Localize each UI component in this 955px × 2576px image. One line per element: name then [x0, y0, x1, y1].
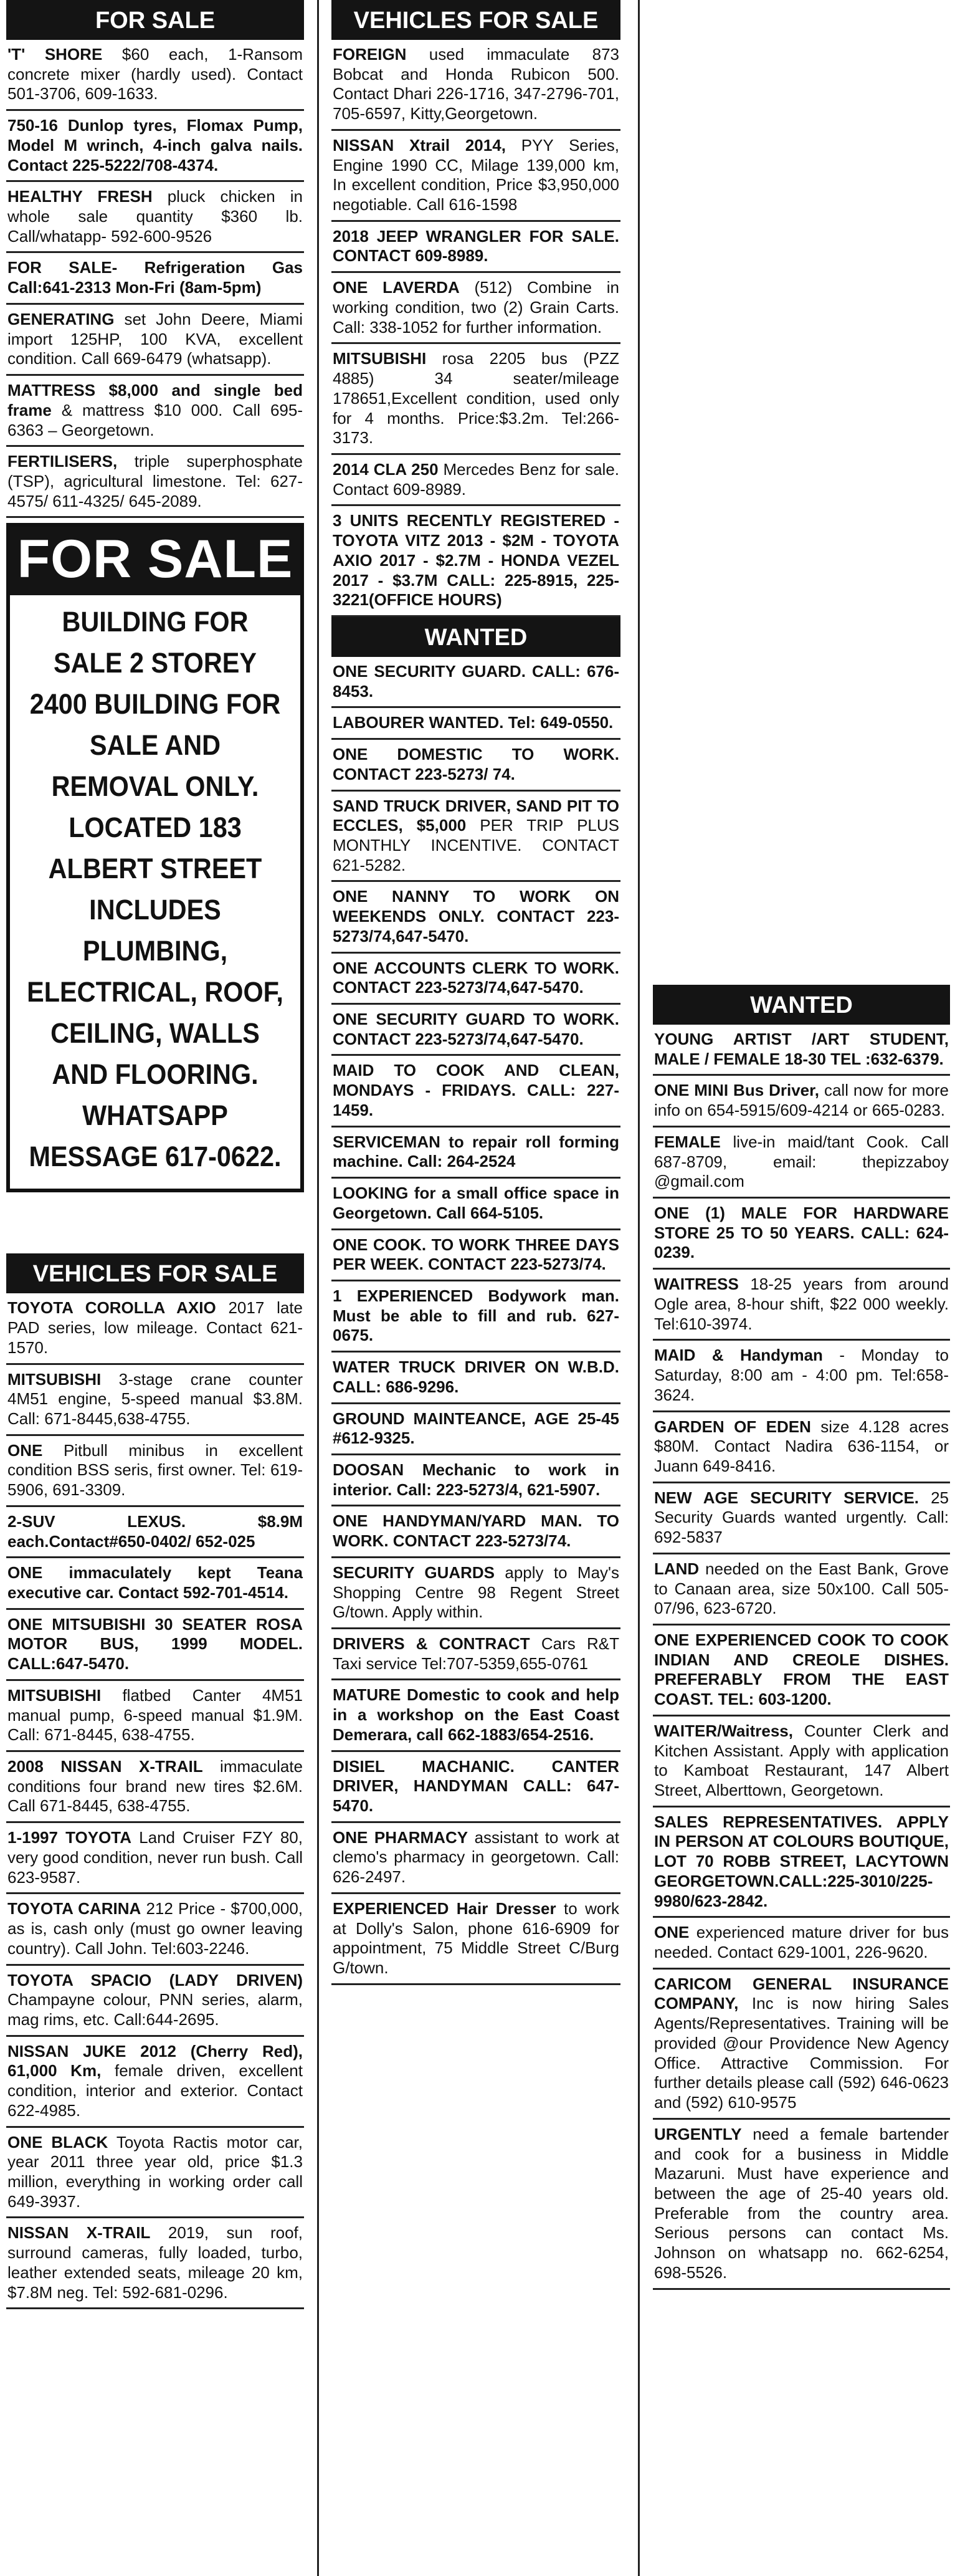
classified-ad [331, 954, 620, 1005]
ad-lead: ONE [654, 1923, 690, 1942]
classified-ad [6, 1365, 304, 1436]
ad-lead: ONE (1) MALE FOR HARDWARE STORE 25 TO 50 YEARS. CALL: 624-0239. [654, 1204, 949, 1262]
ad-lead: LABOURER WANTED. Tel: 649-0550. [333, 713, 614, 732]
ad-lead: 1-1997 TOYOTA [7, 1828, 132, 1847]
ad-lead: NEW AGE SECURITY SERVICE. [654, 1488, 919, 1507]
ad-lead: 'T' SHORE [7, 45, 103, 64]
classified-ad [331, 344, 620, 455]
ad-lead: SAND TRUCK DRIVER, SAND PIT TO ECCLES, $5,000 [333, 796, 619, 835]
ad-text: Pitbull minibus in excellent condition BSS seris, first owner. Tel: 619-5906, 691-3309. [7, 1440, 303, 1500]
classified-ad [6, 1894, 304, 1965]
classified-ad [653, 1128, 950, 1199]
ad-lead: DISIEL MACHANIC. CANTER DRIVER, HANDYMAN CALL: 647-5470. [333, 1756, 619, 1816]
classified-ad [6, 1610, 304, 1681]
ad-text: needed on the East Bank, Grove to Canaan area, size 50x100. Call 505-07/96, 623-6720. [654, 1559, 949, 1618]
ad-lead: ONE NANNY TO WORK ON WEEKENDS ONLY. CONTACT 223-5273/74,647-5470. [333, 887, 619, 946]
ad-text: 25 Security Guards wanted urgently. Call: 692-5837 [654, 1488, 949, 1547]
classified-ad [653, 1918, 950, 1969]
classified-ad [331, 1894, 620, 1985]
ad-text: - Monday to Saturday, 8:00 am - 4:00 pm. Tel:658-3624. [654, 1346, 949, 1404]
classified-ad [331, 1056, 620, 1127]
ad-lead: 2008 NISSAN X-TRAIL [7, 1757, 203, 1776]
ad-text: used immaculate 873 Bobcat and Honda Rubicon 500. Contact Dhari 226-1716, 347-2796-701, 705-6597, Kitty,Georgetown. [333, 45, 619, 123]
classified-ad [331, 1629, 620, 1680]
ad-lead: ONE SECURITY GUARD. CALL: 676-8453. [333, 661, 619, 701]
ad-lead: FEMALE [654, 1132, 721, 1151]
classified-ad [331, 222, 620, 273]
ad-text: size 4.128 acres $80M. Contact Nadira 636-1154, or Juann 649-8416. [654, 1417, 949, 1475]
section-header: VEHICLES FOR SALE [331, 0, 620, 40]
ad-lead: URGENTLY [654, 2124, 742, 2143]
classified-ad [6, 1823, 304, 1894]
ad-text: Champayne colour, PNN series, alarm, mag rims, etc. Call:644-2695. [7, 1990, 303, 2029]
ad-lead: SERVICEMAN to repair roll forming machine. Call: 264-2524 [333, 1132, 619, 1171]
ad-lead: MAID & Handyman [654, 1346, 823, 1365]
ad-text: live-in maid/tant Cook. Call 687-8709, email: thepizzaboy @gmail.com [654, 1132, 949, 1191]
boxed-ad [6, 523, 304, 1192]
section-header: FOR SALE [6, 0, 304, 40]
ad-text: $60 each, 1-Ransom concrete mixer (hardly used). Contact 501-3706, 609-1633. [7, 45, 303, 103]
ad-lead: NISSAN Xtrail 2014, [333, 135, 506, 155]
ad-lead: 750-16 Dunlop tyres, Flomax Pump, Model M wrinch, 4-inch galva nails. Contact 225-5222/708-4374. [7, 116, 303, 175]
column-divider [638, 0, 640, 2576]
ad-lead: DRIVERS & CONTRACT [333, 1634, 530, 1653]
classified-ad [653, 1025, 950, 1076]
ad-text: PER TRIP PLUS MONTHLY INCENTIVE. CONTACT 621-5282. [333, 816, 619, 874]
classified-ad [6, 1293, 304, 1364]
ad-lead: DOOSAN Mechanic to work in interior. Call: 223-5273/4, 621-5907. [333, 1460, 619, 1499]
ad-text: 212 Price - $700,000, as is, cash only (must go owner leaving country). Call John. Tel:603-2246. [7, 1899, 303, 1958]
ad-lead: WAITER/Waitress, [654, 1721, 793, 1740]
classified-ad [6, 2128, 304, 2219]
classified-ad [6, 1436, 304, 1507]
classified-ad [6, 376, 304, 447]
ad-lead: SALES REPRESENTATIVES. APPLY IN PERSON AT COLOURS BOUTIQUE, LOT 70 ROBB STREET, LACYTOWN GEORGETOWN.CALL:225-3010/225-9980/623-2842. [654, 1812, 949, 1910]
ad-text: call now for more info on 654-5915/609-4214 or 665-0283. [654, 1081, 949, 1120]
ad-lead: CARICOM GENERAL INSURANCE COMPANY, [654, 1974, 949, 2013]
ad-lead: 1 EXPERIENCED Bodywork man. Must be able to fill and rub. 627-0675. [333, 1286, 619, 1345]
ad-text: 2017 late PAD series, low mileage. Contact 621-1570. [7, 1298, 303, 1357]
ad-lead: TOYOTA CARINA [7, 1899, 141, 1918]
classified-ad [331, 1823, 620, 1894]
classified-ad [6, 40, 304, 111]
ad-lead: TOYOTA COROLLA AXIO [7, 1298, 216, 1318]
section-header: WANTED [653, 985, 950, 1025]
ad-lead: ONE COOK. TO WORK THREE DAYS PER WEEK. CONTACT 223-5273/74. [333, 1235, 619, 1274]
ad-text: Counter Clerk and Kitchen Assistant. Apply with application to Kamboat Restaurant, 147 Albert Street, Alberttown, Georgetown. [654, 1721, 949, 1799]
ad-lead: 2014 CLA 250 [333, 459, 439, 479]
column-3 [653, 0, 950, 2576]
ad-lead: ONE [7, 1440, 43, 1460]
classified-ad [6, 305, 304, 376]
ad-lead: TOYOTA SPACIO (LADY DRIVEN) [7, 1970, 303, 1989]
ad-lead: FOR SALE- Refrigeration Gas Call:641-2313 Mon-Fri (8am-5pm) [7, 258, 303, 297]
classified-ad [6, 1681, 304, 1752]
ad-text: 18-25 years from around Ogle area, 8-hour shift, $22 000 weekly. Tel:610-3974. [654, 1275, 949, 1333]
classified-ad [6, 182, 304, 253]
ad-lead: ONE SECURITY GUARD TO WORK. CONTACT 223-5273/74,647-5470. [333, 1010, 619, 1048]
classified-ad [653, 1199, 950, 1270]
ad-text: & mattress $10 000. Call 695-6363 – Georgetown. [7, 400, 303, 439]
classified-ad [653, 1554, 950, 1626]
classified-ad [653, 2120, 950, 2290]
spacer [6, 1197, 304, 1253]
ad-text: assistant to work at clemo's pharmacy in georgetown. Call: 626-2497. [333, 1827, 619, 1887]
classified-ad [331, 792, 620, 883]
classified-ad [6, 2037, 304, 2128]
ad-lead: ONE DOMESTIC TO WORK. CONTACT 223-5273/ 74. [333, 745, 619, 783]
classified-ad [331, 657, 620, 708]
classified-ad [331, 708, 620, 740]
classified-ad [331, 506, 620, 617]
ad-lead: 3 UNITS RECENTLY REGISTERED - TOYOTA VITZ 2013 - $2M - TOYOTA AXIO 2017 - $2.7M - HONDA VEZEL 2017 - $3.7M CALL: 225-8915, 225-3221(OFFICE HOURS) [333, 511, 619, 610]
classified-ad [6, 1966, 304, 2037]
ad-lead: ONE ACCOUNTS CLERK TO WORK. CONTACT 223-5273/74,647-5470. [333, 958, 619, 997]
ad-lead: LAND [654, 1559, 700, 1578]
classified-ad [331, 740, 620, 791]
ad-lead: GARDEN OF EDEN [654, 1417, 811, 1436]
ad-text: Land Cruiser FZY 80, very good condition, never run bush. Call 623-9587. [7, 1828, 303, 1887]
boxed-ad-body: BUILDING FOR SALE 2 STOREY 2400 BUILDING FOR SALE AND REMOVAL ONLY. LOCATED 183 ALBERT STREET INCLUDES PLUMBING, ELECTRICAL, ROOF, CEILING, WALLS AND FLOORING. WHATSAPP MESSAGE 617-0622. [27, 606, 283, 1173]
ad-lead: SECURITY GUARDS [333, 1563, 495, 1582]
classified-ad [653, 1076, 950, 1127]
ad-text: 3-stage crane counter 4M51 engine, 5-speed manual $3.8M. Call: 671-8445,638-4755. [7, 1369, 303, 1428]
ad-lead: ONE MITSUBISHI 30 SEATER ROSA MOTOR BUS, 1999 MODEL. CALL:647-5470. [7, 1614, 303, 1673]
ad-text: need a female bartender and cook for a business in Middle Mazaruni. Must have experience and between the age of 25-40 years old. Preferable from the country area. Serious persons can contact Ms. Johnson on whatsapp no. 662-6254, 698-5526. [654, 2124, 949, 2282]
ad-lead: LOOKING for a small office space in Georgetown. Call 664-5105. [333, 1184, 619, 1222]
ad-text: Inc is now hiring Sales Agents/Representatives. Training will be provided @our Providence New Agency Office. Attractive Commission. For further details please call (592) 646-0623 and (592) 610-9575 [654, 1994, 949, 2112]
classified-ad [6, 1752, 304, 1823]
classified-ad [331, 882, 620, 953]
classified-ad [331, 1506, 620, 1558]
ad-lead: MITSUBISHI [7, 1685, 102, 1705]
classified-ad [331, 1404, 620, 1455]
classified-ad [331, 1005, 620, 1056]
classified-ad [331, 1752, 620, 1823]
ad-lead: ONE immaculately kept Teana executive car. Contact 592-701-4514. [7, 1563, 303, 1602]
section-header: WANTED [331, 617, 620, 657]
ad-lead: ONE PHARMACY [333, 1827, 468, 1847]
ad-lead: MITSUBISHI [7, 1369, 102, 1389]
ad-lead: 2018 JEEP WRANGLER FOR SALE. CONTACT 609-8989. [333, 226, 619, 266]
classified-ad [653, 1270, 950, 1341]
ad-text: female driven, excellent condition, interior and exterior. Contact 622-4985. [7, 2061, 303, 2120]
classified-ad [6, 447, 304, 518]
ad-text: rosa 2205 bus (PZZ 4885) 34 seater/mileage 178651,Excellent condition, used only for 4 months. Price:$3.2m. Tel:266-3173. [333, 349, 619, 448]
classified-ad [331, 1128, 620, 1179]
ad-lead: NISSAN JUKE 2012 (Cherry Red), 61,000 Km, [7, 2041, 303, 2080]
classified-ad [331, 1558, 620, 1629]
classified-ad [6, 1507, 304, 1558]
classified-ad [331, 455, 620, 506]
ad-text: 2019, sun roof, surround cameras, fully loaded, turbo, leather extended seats, mileage 20 km, $7.8M neg. Tel: 592-681-0296. [7, 2223, 303, 2302]
classified-ad [653, 1970, 950, 2120]
ad-lead: MITSUBISHI [333, 349, 427, 368]
ad-text: experienced mature driver for bus needed. Contact 629-1001, 226-9620. [654, 1923, 949, 1962]
classified-ad [6, 1558, 304, 1609]
classified-ad [331, 1455, 620, 1506]
spacer [653, 0, 950, 985]
ad-text: to work at Dolly's Salon, phone 616-6909 for appointment, 75 Middle Street C/Burg G/town. [333, 1898, 619, 1978]
column-1 [6, 0, 304, 2576]
classified-ad [331, 1680, 620, 1751]
ad-text: Toyota Ractis motor car, year 2011 three year old, price $1.3 million, everything in working order call 649-3937. [7, 2132, 303, 2211]
ad-lead: FOREIGN [333, 45, 407, 64]
ad-lead: NISSAN X-TRAIL [7, 2223, 151, 2243]
classified-ad [331, 1281, 620, 1353]
ad-lead: GROUND MAINTEANCE, AGE 25-45 #612-9325. [333, 1409, 619, 1448]
ad-lead: MAID TO COOK AND CLEAN, MONDAYS - FRIDAYS. CALL: 227-1459. [333, 1061, 619, 1119]
ad-text: (512) Combine in working condition, two (2) Grain Carts. Call: 338-1052 for further information. [333, 278, 620, 337]
ad-lead: MATURE Domestic to cook and help in a workshop on the East Coast Demerara, call 662-1883/654-2516. [333, 1685, 619, 1744]
classified-ad [6, 111, 304, 182]
classified-ad [331, 1230, 620, 1281]
ad-lead: ONE BLACK [7, 2132, 108, 2152]
classified-ad [6, 2218, 304, 2309]
ad-lead: ONE HANDYMAN/YARD MAN. TO WORK. CONTACT 223-5273/74. [333, 1511, 619, 1551]
section-header: VEHICLES FOR SALE [6, 1253, 304, 1293]
ad-text: pluck chicken in whole sale quantity $360 lb. Call/whatapp- 592-600-9526 [7, 187, 303, 246]
classified-ad [331, 1353, 620, 1404]
column-2 [331, 0, 620, 2576]
ad-lead: ONE LAVERDA [333, 278, 460, 297]
ad-lead: 2-SUV LEXUS. $8.9M each.Contact#650-0402/ 652-025 [7, 1511, 303, 1551]
ad-text: flatbed Canter 4M51 manual pump, 6-speed manual $1.9M. Call: 671-8445, 638-4755. [7, 1685, 303, 1745]
ad-text: triple superphosphate (TSP), agricultural limestone. Tel: 627-4575/ 611-4325/ 645-2089. [7, 452, 303, 510]
classified-ad [653, 1717, 950, 1808]
ad-text: immaculate conditions four brand new tires $2.6M. Call 671-8445, 638-4755. [7, 1757, 303, 1816]
ad-lead: FERTILISERS, [7, 452, 118, 471]
ad-lead: ONE MINI Bus Driver, [654, 1081, 820, 1100]
ad-lead: GENERATING [7, 309, 115, 328]
ad-text: PYY Series, Engine 1990 CC, Milage 139,000 km, In excellent condition, Price $3,950,000 negotiable. Call 616-1598 [333, 135, 619, 214]
classified-ad [653, 1483, 950, 1554]
ad-text: set John Deere, Miami import 125HP, 100 KVA, excellent condition. Call 669-6479 (whatsapp). [7, 309, 303, 368]
classified-ad [653, 1412, 950, 1483]
classified-ad [653, 1808, 950, 1918]
classified-ad [653, 1341, 950, 1412]
classified-ad [653, 1626, 950, 1717]
ad-text: Cars R&T Taxi service Tel:707-5359,655-0761 [333, 1634, 620, 1673]
classified-ad [331, 1179, 620, 1230]
classified-ad [6, 253, 304, 304]
ad-lead: YOUNG ARTIST /ART STUDENT, MALE / FEMALE 18-30 TEL :632-6379. [654, 1030, 949, 1068]
ad-lead: EXPERIENCED Hair Dresser [333, 1898, 556, 1918]
boxed-ad-title: FOR SALE [10, 527, 300, 595]
classified-ad [331, 131, 620, 222]
ad-lead: WAITRESS [654, 1275, 739, 1294]
ad-text: apply to May's Shopping Centre 98 Regent Street G/town. Apply within. [333, 1563, 619, 1622]
ad-lead: WATER TRUCK DRIVER ON W.B.D. CALL: 686-9296. [333, 1357, 619, 1396]
ad-lead: MATTRESS $8,000 and single bed frame [7, 381, 303, 419]
ad-lead: ONE EXPERIENCED COOK TO COOK INDIAN AND CREOLE DISHES. PREFERABLY FROM THE EAST COAST. TEL: 603-1200. [654, 1630, 949, 1709]
ad-lead: HEALTHY FRESH [7, 187, 153, 206]
ad-text: Mercedes Benz for sale. Contact 609-8989. [333, 459, 620, 499]
classified-ad [331, 273, 620, 344]
column-divider [317, 0, 319, 2576]
classified-ad [331, 40, 620, 131]
